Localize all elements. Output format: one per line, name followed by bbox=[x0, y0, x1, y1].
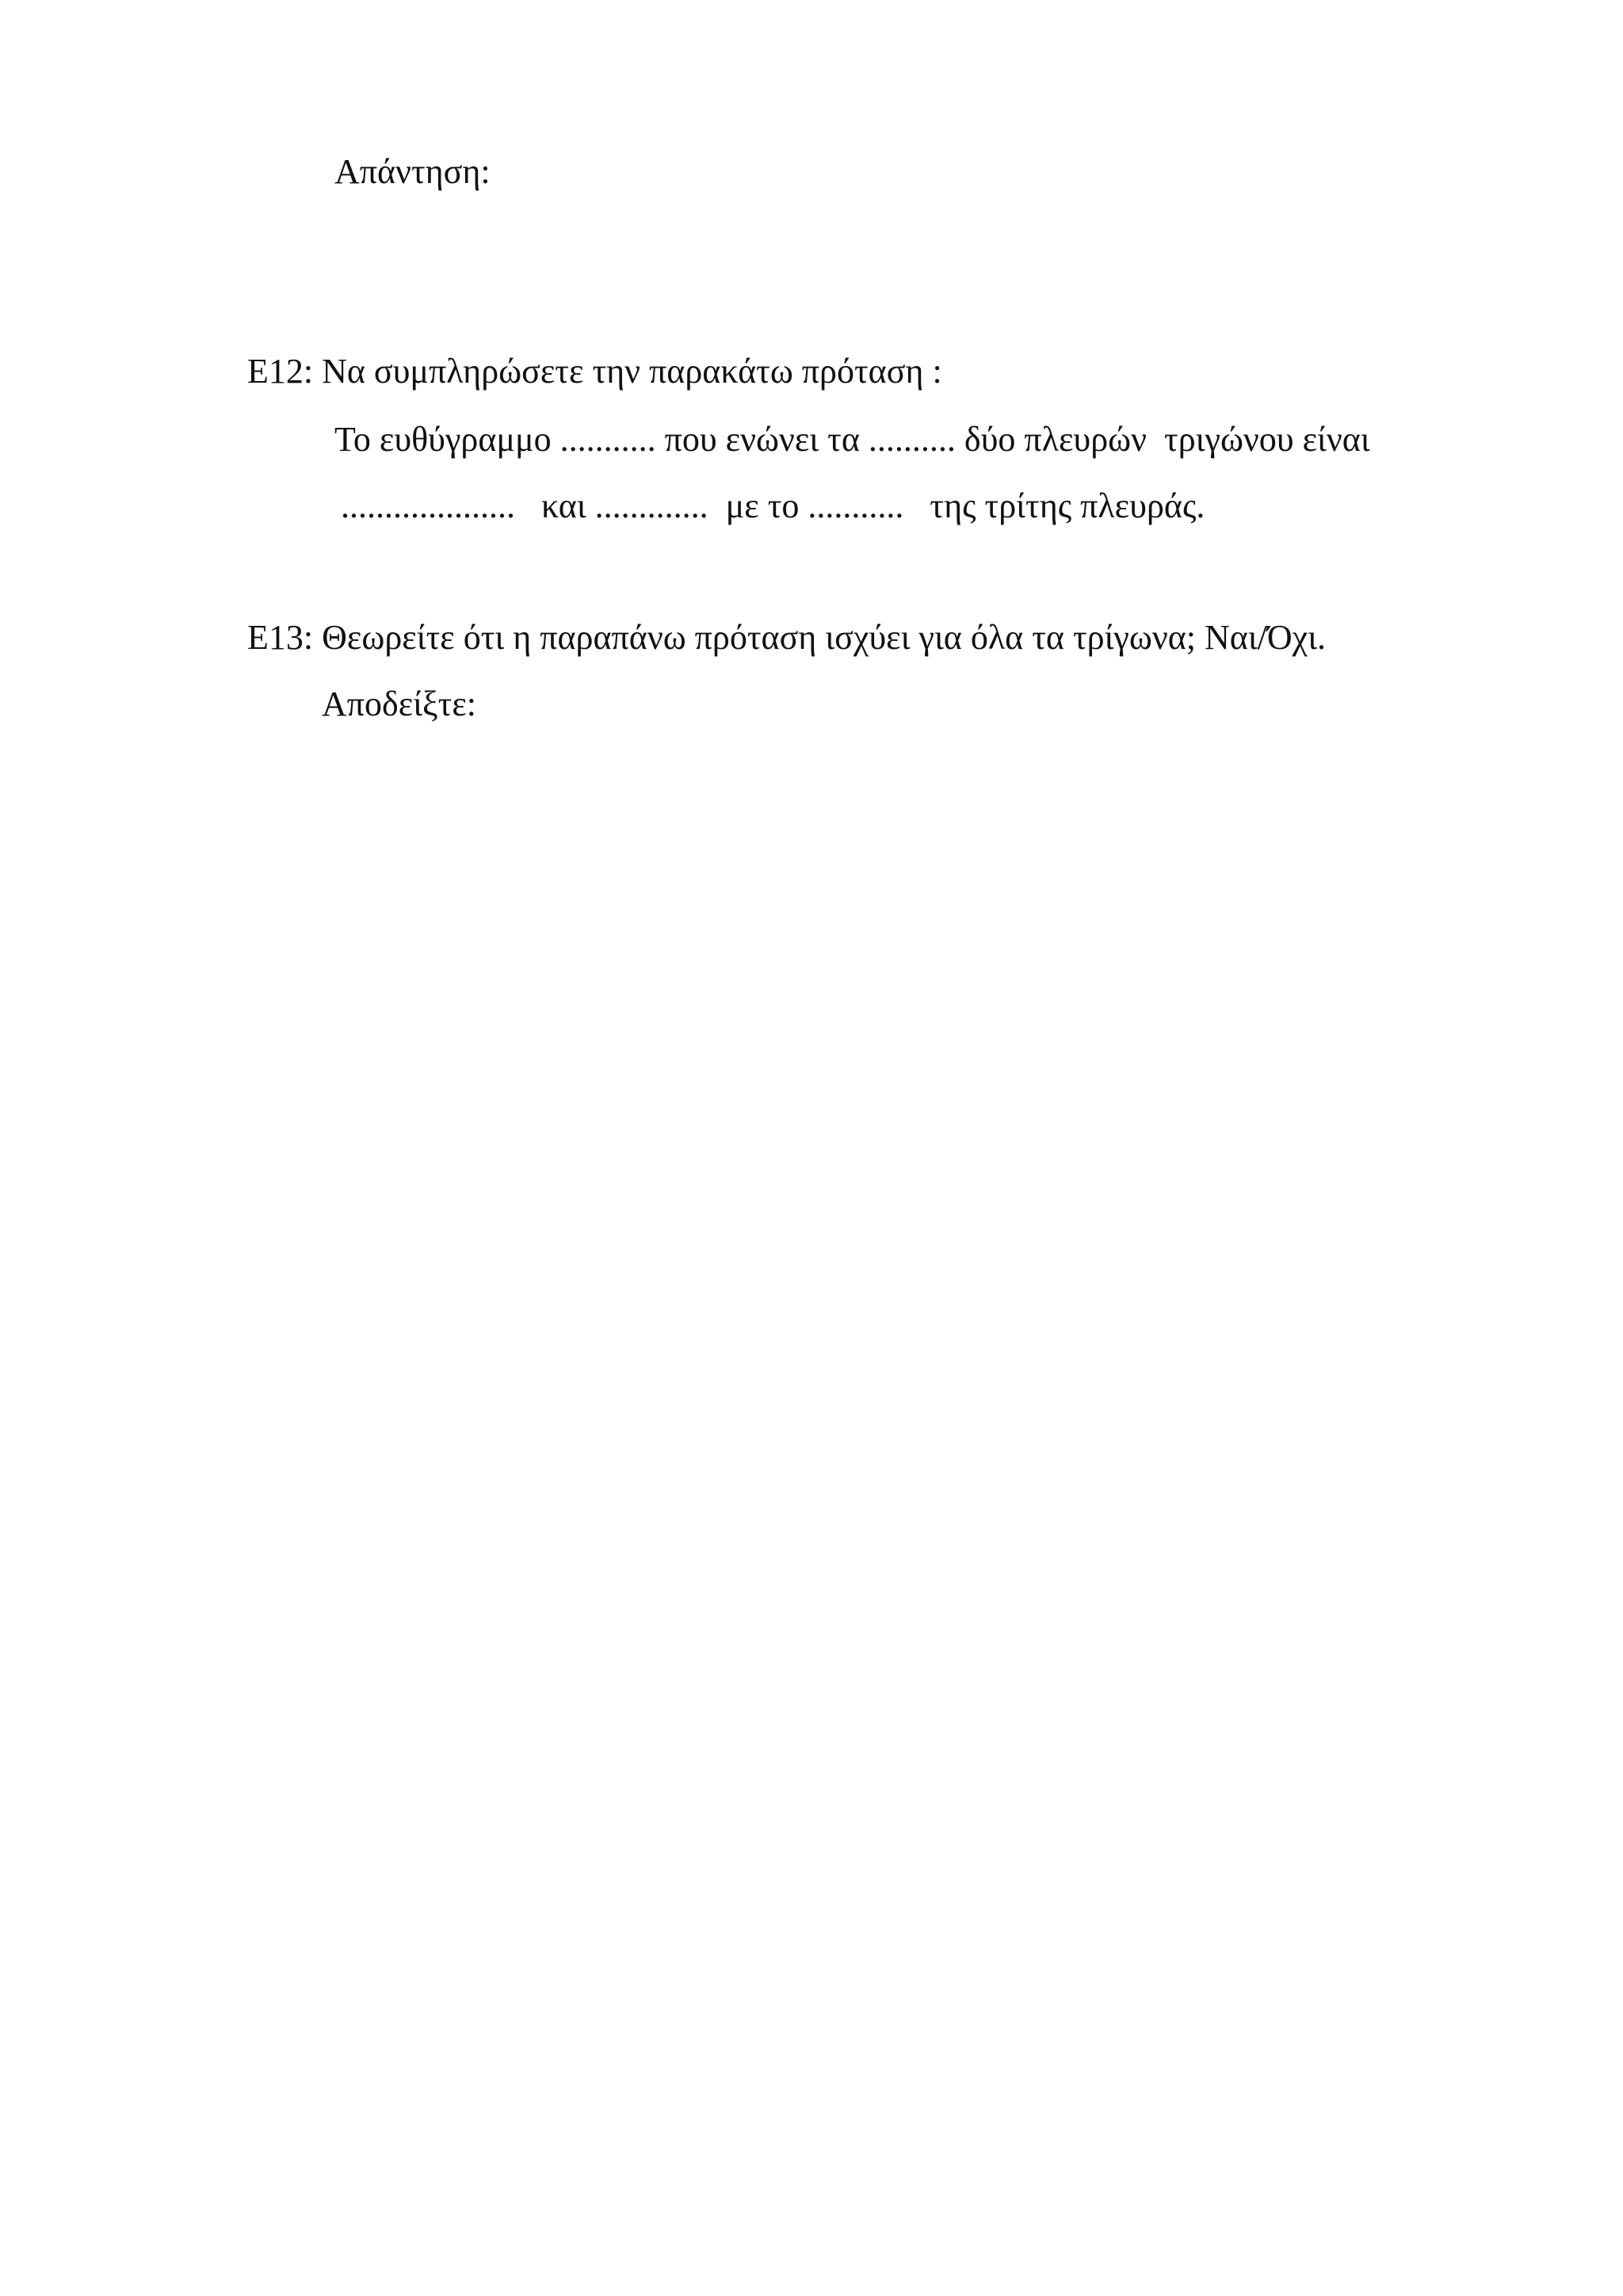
e12-question: Ε12: Να συμπληρώσετε την παρακάτω πρόταση : bbox=[247, 352, 942, 391]
e12-fill-in-sentence-line-2: .................... και ............. με το ........... της τρίτης πλευράς. bbox=[341, 486, 1205, 525]
e13-prove-label: Αποδείξτε: bbox=[322, 685, 477, 723]
answer-label: Απάντηση: bbox=[334, 152, 491, 191]
e13-question: Ε13: Θεωρείτε ότι η παραπάνω πρόταση ισχύει για όλα τα τρίγωνα; Ναι/Όχι. bbox=[247, 618, 1327, 657]
e12-fill-in-sentence-line-1: Το ευθύγραμμο ........... που ενώνει τα .......... δύο πλευρών τριγώνου είναι bbox=[334, 420, 1370, 459]
